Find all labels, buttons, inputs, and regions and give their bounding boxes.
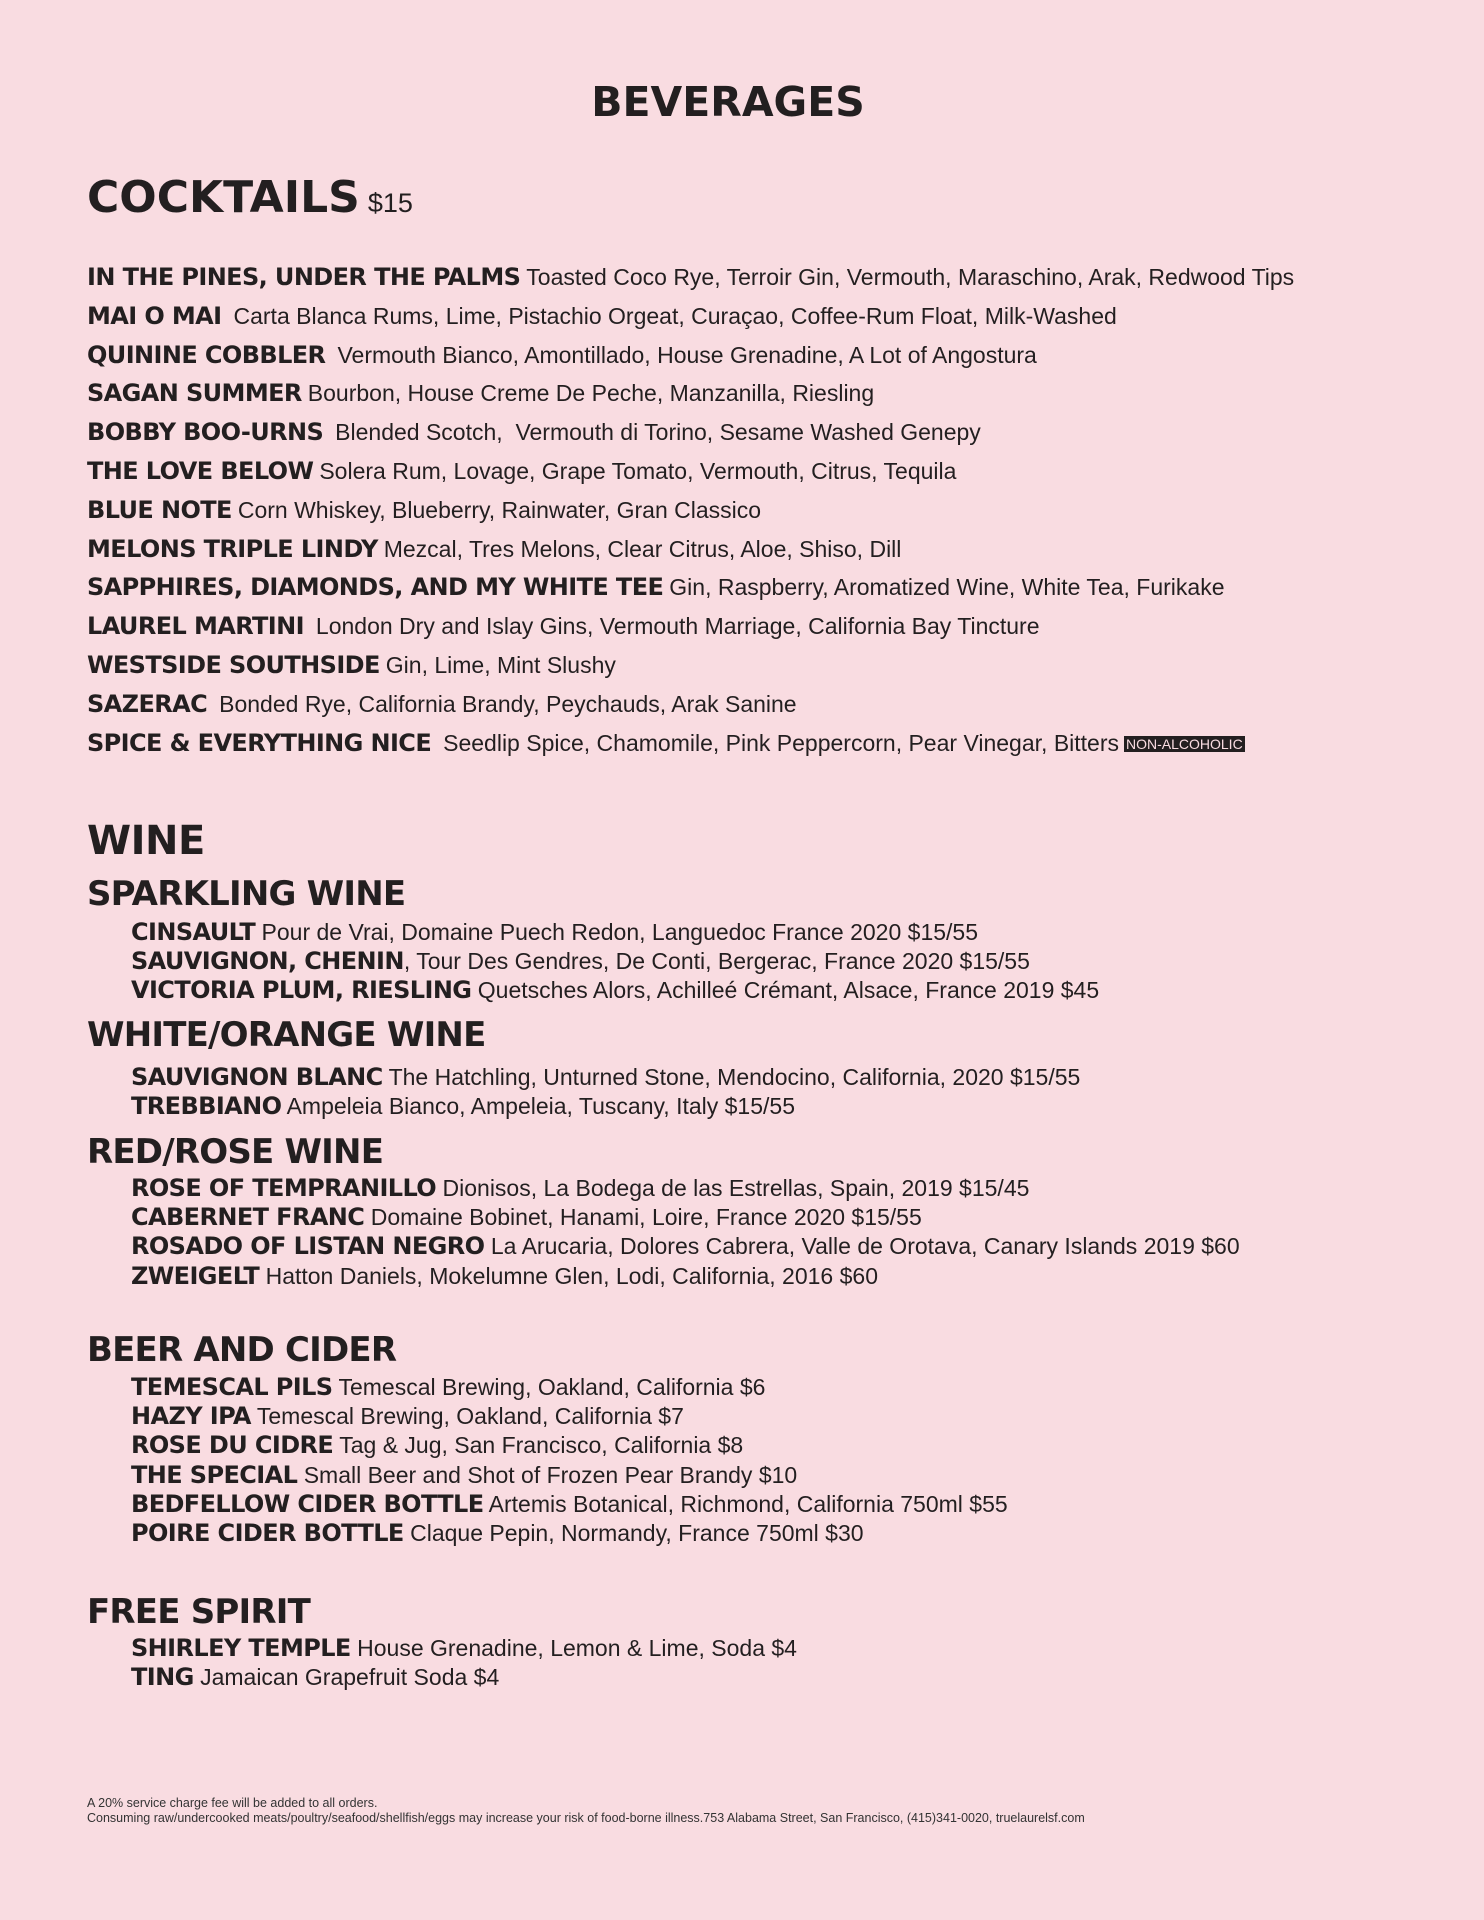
item-name: TEMESCAL PILS <box>131 1373 333 1401</box>
cocktail-item <box>87 685 1407 724</box>
cocktail-desc: Solera Rum, Lovage, Grape Tomato, Vermouth, Citrus, Tequila <box>319 457 957 484</box>
item-desc: Tag & Jug, San Francisco, California $8 <box>339 1432 744 1459</box>
cocktail-desc: Bonded Rye, California Brandy, Peychauds, Arak Sanine <box>219 690 797 717</box>
item-name: TREBBIANO <box>131 1092 282 1121</box>
cocktail-item <box>87 646 1407 685</box>
list-item <box>131 1373 1008 1402</box>
cocktail-name: WESTSIDE SOUTHSIDE <box>87 650 380 679</box>
cocktail-name: SPICE & EVERYTHING NICE <box>87 728 432 757</box>
cocktail-name: MELONS TRIPLE LINDY <box>87 534 378 563</box>
cocktail-name: IN THE PINES, UNDER THE PALMS <box>87 263 521 291</box>
list-item <box>131 1519 1008 1548</box>
cocktail-name: SAZERAC <box>87 689 208 718</box>
item-desc: House Grenadine, Lemon & Lime, Soda $4 <box>357 1635 797 1661</box>
red-rose-list <box>131 1174 1240 1291</box>
item-desc: Quetsches Alors, Achilleé Crémant, Alsace, France 2019 $45 <box>477 977 1100 1004</box>
item-desc: Hatton Daniels, Mokelumne Glen, Lodi, California, 2016 $60 <box>265 1262 878 1289</box>
cocktail-desc: Gin, Lime, Mint Slushy <box>385 651 616 678</box>
cocktail-desc: Seedlip Spice, Chamomile, Pink Peppercorn, Pear Vinegar, Bitters <box>443 729 1119 756</box>
list-item <box>131 1232 1240 1261</box>
wine-heading: WINE <box>87 818 205 864</box>
item-name: SAUVIGNON, CHENIN <box>131 947 404 976</box>
cocktail-item <box>87 374 1407 413</box>
item-desc: Jamaican Grapefruit Soda $4 <box>200 1664 500 1691</box>
cocktail-name: QUININE COBBLER <box>87 340 326 369</box>
cocktail-desc: Vermouth Bianco, Amontillado, House Grenadine, A Lot of Angostura <box>337 341 1037 368</box>
item-name: POIRE CIDER BOTTLE <box>131 1518 404 1547</box>
item-desc: Ampeleia Bianco, Ampeleia, Tuscany, Italy $15/55 <box>286 1093 795 1120</box>
item-desc: Claque Pepin, Normandy, France 750ml $30 <box>410 1519 864 1546</box>
cocktail-item <box>87 568 1407 607</box>
item-desc: Pour de Vrai, Domaine Puech Redon, Languedoc France 2020 $15/55 <box>261 919 979 945</box>
item-name: TING <box>131 1663 194 1692</box>
item-name: ROSE DU CIDRE <box>131 1431 334 1460</box>
cocktail-name: THE LOVE BELOW <box>87 456 314 485</box>
cocktail-desc: Toasted Coco Rye, Terroir Gin, Vermouth, Maraschino, Arak, Redwood Tips <box>526 264 1295 290</box>
item-name: CINSAULT <box>131 918 256 946</box>
service-charge-note: A 20% service charge fee will be added to all orders. <box>87 1796 378 1810</box>
sparkling-heading: SPARKLING WINE <box>87 874 406 914</box>
cocktail-desc: Corn Whiskey, Blueberry, Rainwater, Gran Classico <box>237 496 762 523</box>
list-item <box>131 1634 797 1663</box>
beer-cider-heading: BEER AND CIDER <box>87 1330 397 1370</box>
cocktail-desc: Blended Scotch, Vermouth di Torino, Sesame Washed Genepy <box>335 419 981 446</box>
list-item <box>131 1461 1008 1490</box>
item-desc: Small Beer and Shot of Frozen Pear Brandy $10 <box>303 1461 798 1488</box>
cocktail-item <box>87 724 1407 763</box>
list-item <box>131 1402 1008 1431</box>
list-item <box>131 1092 1080 1121</box>
item-desc: Domaine Bobinet, Hanami, Loire, France 2020 $15/55 <box>370 1204 922 1231</box>
item-name: ZWEIGELT <box>131 1261 260 1290</box>
list-item <box>131 1490 1008 1519</box>
cocktails-heading: COCKTAILS <box>87 172 360 223</box>
cocktail-desc: Gin, Raspberry, Aromatized Wine, White Tea, Furikake <box>669 574 1225 601</box>
list-item <box>131 1174 1240 1203</box>
page-title: BEVERAGES <box>591 78 865 126</box>
item-name: VICTORIA PLUM, RIESLING <box>131 976 472 1005</box>
cocktail-item <box>87 297 1407 336</box>
sparkling-list <box>131 918 1099 1006</box>
item-desc: Dionisos, La Bodega de las Estrellas, Spain, 2019 $15/45 <box>442 1175 1030 1201</box>
cocktail-item <box>87 491 1407 530</box>
cocktails-price: $15 <box>367 188 413 218</box>
cocktail-item <box>87 452 1407 491</box>
cocktail-name: MAI O MAI <box>87 301 222 330</box>
list-item <box>131 976 1099 1005</box>
item-name: THE SPECIAL <box>131 1460 298 1489</box>
cocktail-desc: London Dry and Islay Gins, Vermouth Marriage, California Bay Tincture <box>315 613 1040 640</box>
item-desc: Artemis Botanical, Richmond, California 750ml $55 <box>488 1490 1008 1517</box>
cocktail-item <box>87 607 1407 646</box>
item-name: ROSE OF TEMPRANILLO <box>131 1174 437 1202</box>
cocktail-item <box>87 413 1407 452</box>
cocktail-name: SAGAN SUMMER <box>87 379 302 408</box>
cocktail-desc: Carta Blanca Rums, Lime, Pistachio Orgeat, Curaçao, Coffee-Rum Float, Milk-Washed <box>233 302 1117 329</box>
cocktail-item <box>87 530 1407 569</box>
item-name: SHIRLEY TEMPLE <box>131 1634 351 1662</box>
list-item <box>131 1203 1240 1232</box>
cocktail-list <box>87 258 1407 762</box>
footer <box>87 1796 1085 1826</box>
item-desc: La Arucaria, Dolores Cabrera, Valle de Orotava, Canary Islands 2019 $60 <box>490 1233 1240 1260</box>
item-desc: Temescal Brewing, Oakland, California $7 <box>256 1403 684 1430</box>
white-orange-list <box>131 1063 1080 1121</box>
item-desc: Temescal Brewing, Oakland, California $6 <box>338 1374 766 1400</box>
red-rose-heading: RED/ROSE WINE <box>87 1132 384 1172</box>
cocktail-name: SAPPHIRES, DIAMONDS, AND MY WHITE TEE <box>87 573 664 602</box>
cocktail-desc: Bourbon, House Creme De Peche, Manzanilla, Riesling <box>307 380 875 407</box>
cocktail-item <box>87 258 1407 297</box>
item-name: BEDFELLOW CIDER BOTTLE <box>131 1489 484 1518</box>
beer-cider-list <box>131 1373 1008 1548</box>
white-orange-heading: WHITE/ORANGE WINE <box>87 1015 486 1055</box>
item-name: CABERNET FRANC <box>131 1203 365 1232</box>
list-item <box>131 1663 797 1692</box>
list-item <box>131 1262 1240 1291</box>
cocktails-header <box>87 172 413 223</box>
cocktail-name: BLUE NOTE <box>87 495 232 524</box>
item-name: SAUVIGNON BLANC <box>131 1063 383 1091</box>
cocktail-name: BOBBY BOO-URNS <box>87 418 324 447</box>
cocktail-item <box>87 336 1407 375</box>
item-name: ROSADO OF LISTAN NEGRO <box>131 1232 485 1261</box>
list-item <box>131 1431 1008 1460</box>
list-item <box>131 1063 1080 1092</box>
list-item <box>131 947 1099 976</box>
item-desc: The Hatchling, Unturned Stone, Mendocino, California, 2020 $15/55 <box>388 1064 1081 1090</box>
cocktail-name: LAUREL MARTINI <box>87 612 304 641</box>
health-and-address-note: Consuming raw/undercooked meats/poultry/seafood/shellfish/eggs may increase your risk of food-borne illness.753 Alabama Street, San Francisco, (415)341-0020, truelaurelsf.com <box>87 1811 1085 1825</box>
free-spirit-heading: FREE SPIRIT <box>87 1592 310 1632</box>
free-spirit-list <box>131 1634 797 1692</box>
list-item <box>131 918 1099 947</box>
item-name: HAZY IPA <box>131 1402 251 1431</box>
item-desc: , Tour Des Gendres, De Conti, Bergerac, France 2020 $15/55 <box>403 948 1030 975</box>
non-alcoholic-badge: NON-ALCOHOLIC <box>1126 735 1243 752</box>
cocktail-desc: Mezcal, Tres Melons, Clear Citrus, Aloe, Shiso, Dill <box>383 535 902 562</box>
